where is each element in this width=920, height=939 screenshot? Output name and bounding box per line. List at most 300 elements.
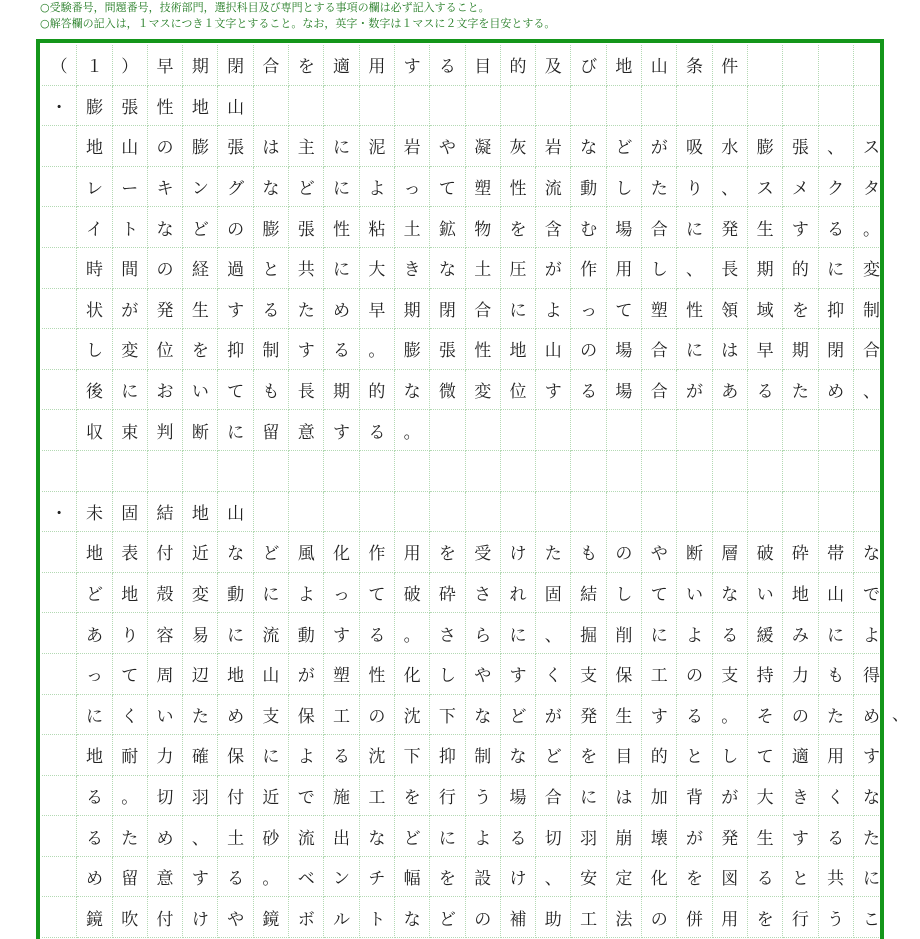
grid-cell: な — [854, 532, 884, 573]
grid-cell: っ — [395, 167, 430, 208]
grid-cell: に — [854, 857, 884, 898]
grid-cell: て — [360, 573, 395, 614]
grid-cell — [748, 410, 783, 451]
grid-cell: 固 — [113, 492, 148, 533]
grid-cell: に — [324, 167, 359, 208]
grid-cell: る — [254, 289, 289, 330]
grid-cell: 下 — [430, 695, 465, 736]
grid-cell: な — [218, 532, 253, 573]
grid-cell: め — [218, 695, 253, 736]
grid-cell: 得 — [854, 654, 884, 695]
grid-cell: 地 — [77, 126, 112, 167]
grid-cell: 意 — [289, 410, 324, 451]
grid-cell — [42, 735, 77, 776]
grid-cell: 抑 — [218, 329, 253, 370]
grid-cell: 図 — [713, 857, 748, 898]
grid-cell — [501, 410, 536, 451]
grid-cell: 塑 — [324, 654, 359, 695]
grid-cell: よ — [536, 289, 571, 330]
grid-cell: す — [183, 857, 218, 898]
grid-cell: 生 — [748, 207, 783, 248]
grid-cell: 支 — [254, 695, 289, 736]
grid-cell: あ — [77, 613, 112, 654]
grid-cell — [783, 410, 818, 451]
grid-cell — [42, 167, 77, 208]
grid-cell: 生 — [607, 695, 642, 736]
grid-cell: 砂 — [254, 816, 289, 857]
grid-cell: 切 — [536, 816, 571, 857]
grid-cell: 切 — [148, 776, 183, 817]
grid-cell: 化 — [324, 532, 359, 573]
answer-sheet — [36, 39, 884, 939]
grid-cell — [395, 86, 430, 127]
grid-cell: ン — [324, 857, 359, 898]
grid-cell: 行 — [430, 776, 465, 817]
grid-cell: 判 — [148, 410, 183, 451]
grid-cell: 幅 — [395, 857, 430, 898]
grid-cell: タ — [854, 167, 884, 208]
grid-cell: く — [819, 776, 854, 817]
grid-cell: 風 — [289, 532, 324, 573]
grid-cell: 緩 — [748, 613, 783, 654]
grid-cell: 意 — [148, 857, 183, 898]
grid-cell — [501, 451, 536, 492]
grid-cell: ・ — [42, 86, 77, 127]
grid-cell: 地 — [113, 573, 148, 614]
grid-cell: る — [430, 45, 465, 86]
grid-cell: 期 — [324, 370, 359, 411]
grid-cell — [42, 573, 77, 614]
grid-cell — [501, 86, 536, 127]
grid-cell: う — [466, 776, 501, 817]
grid-cell: 補 — [501, 897, 536, 938]
answer-grid[interactable] — [42, 45, 884, 938]
grid-cell — [501, 492, 536, 533]
grid-cell: る — [360, 613, 395, 654]
grid-cell: 流 — [254, 613, 289, 654]
grid-cell: 合 — [642, 370, 677, 411]
grid-cell: 山 — [642, 45, 677, 86]
grid-cell: も — [819, 654, 854, 695]
grid-cell: 地 — [607, 45, 642, 86]
grid-cell: 付 — [148, 897, 183, 938]
grid-cell: ど — [395, 816, 430, 857]
grid-cell: 砕 — [783, 532, 818, 573]
grid-cell: 、 — [854, 370, 884, 411]
grid-cell: ト — [113, 207, 148, 248]
grid-cell: 易 — [183, 613, 218, 654]
grid-cell: な — [395, 897, 430, 938]
grid-cell — [607, 451, 642, 492]
grid-cell: る — [571, 370, 606, 411]
grid-cell: 抑 — [819, 289, 854, 330]
grid-cell: 早 — [360, 289, 395, 330]
grid-cell: る — [819, 816, 854, 857]
grid-cell: あ — [713, 370, 748, 411]
grid-cell: に — [501, 613, 536, 654]
grid-cell: よ — [466, 816, 501, 857]
grid-cell: 用 — [713, 897, 748, 938]
grid-cell — [854, 410, 884, 451]
grid-cell: の — [466, 897, 501, 938]
grid-cell — [783, 451, 818, 492]
grid-cell: 制 — [466, 735, 501, 776]
grid-cell: 、 — [677, 248, 712, 289]
grid-cell — [42, 613, 77, 654]
grid-cell: 場 — [607, 207, 642, 248]
grid-cell: 支 — [713, 654, 748, 695]
grid-cell: め — [819, 370, 854, 411]
grid-cell: 性 — [360, 654, 395, 695]
grid-cell — [854, 492, 884, 533]
grid-cell: す — [218, 289, 253, 330]
grid-cell: の — [677, 654, 712, 695]
grid-cell: 設 — [466, 857, 501, 898]
grid-cell — [77, 451, 112, 492]
grid-cell: 山 — [536, 329, 571, 370]
grid-cell: 目 — [607, 735, 642, 776]
grid-cell: 削 — [607, 613, 642, 654]
grid-cell: キ — [148, 167, 183, 208]
grid-cell: 地 — [218, 654, 253, 695]
grid-cell: 付 — [218, 776, 253, 817]
grid-cell — [360, 86, 395, 127]
grid-cell: が — [536, 248, 571, 289]
grid-cell: 膨 — [748, 126, 783, 167]
grid-cell: 加 — [642, 776, 677, 817]
grid-cell — [42, 532, 77, 573]
grid-cell — [218, 451, 253, 492]
grid-cell: 山 — [254, 654, 289, 695]
grid-cell: 圧 — [501, 248, 536, 289]
grid-cell: に — [218, 613, 253, 654]
grid-cell: ど — [501, 695, 536, 736]
grid-cell: ） — [113, 45, 148, 86]
grid-cell: な — [713, 573, 748, 614]
grid-cell — [748, 451, 783, 492]
overflow-character: 、 — [892, 705, 909, 725]
grid-cell: め — [77, 857, 112, 898]
grid-cell: 位 — [148, 329, 183, 370]
grid-cell — [254, 451, 289, 492]
grid-cell: っ — [77, 654, 112, 695]
grid-cell — [819, 86, 854, 127]
grid-cell: 付 — [148, 532, 183, 573]
grid-cell: 保 — [607, 654, 642, 695]
grid-cell: 長 — [713, 248, 748, 289]
grid-cell — [324, 86, 359, 127]
grid-cell: 場 — [501, 776, 536, 817]
grid-cell: 沈 — [360, 735, 395, 776]
grid-cell: ど — [430, 897, 465, 938]
grid-cell — [748, 492, 783, 533]
grid-cell — [42, 329, 77, 370]
grid-cell: 掘 — [571, 613, 606, 654]
grid-cell: ベ — [289, 857, 324, 898]
grid-cell: ・ — [42, 492, 77, 533]
grid-cell: 閉 — [218, 45, 253, 86]
grid-cell: 沈 — [395, 695, 430, 736]
grid-cell: や — [430, 126, 465, 167]
grid-cell: 収 — [77, 410, 112, 451]
grid-cell: 吹 — [113, 897, 148, 938]
grid-cell: 場 — [607, 370, 642, 411]
instruction-line-1: ○受験番号，問題番号，技術部門，選択科目及び専門とする事項の欄は必ず記入すること。 — [40, 1, 490, 14]
grid-cell: ど — [254, 532, 289, 573]
grid-cell: ン — [183, 167, 218, 208]
grid-cell: で — [854, 573, 884, 614]
grid-cell: 支 — [571, 654, 606, 695]
grid-cell: 水 — [713, 126, 748, 167]
grid-cell: 性 — [677, 289, 712, 330]
grid-cell: を — [501, 207, 536, 248]
grid-cell: 変 — [854, 248, 884, 289]
grid-cell: 結 — [571, 573, 606, 614]
grid-cell: 束 — [113, 410, 148, 451]
grid-cell: ど — [536, 735, 571, 776]
grid-cell: 。 — [713, 695, 748, 736]
grid-cell: 大 — [748, 776, 783, 817]
grid-cell: 土 — [395, 207, 430, 248]
grid-cell: や — [642, 532, 677, 573]
grid-cell: い — [183, 370, 218, 411]
grid-cell: に — [324, 126, 359, 167]
grid-cell — [642, 410, 677, 451]
grid-cell: 主 — [289, 126, 324, 167]
grid-cell: 近 — [183, 532, 218, 573]
grid-cell: 山 — [218, 86, 253, 127]
grid-cell: 用 — [360, 45, 395, 86]
grid-cell: て — [113, 654, 148, 695]
grid-cell: 抑 — [430, 735, 465, 776]
grid-cell — [466, 492, 501, 533]
grid-cell: ト — [360, 897, 395, 938]
grid-cell: く — [536, 654, 571, 695]
grid-cell: 。 — [360, 329, 395, 370]
grid-cell: 鉱 — [430, 207, 465, 248]
grid-cell: っ — [571, 289, 606, 330]
grid-cell — [466, 451, 501, 492]
grid-cell: が — [677, 816, 712, 857]
grid-cell — [819, 492, 854, 533]
grid-cell: 期 — [395, 289, 430, 330]
grid-cell — [854, 451, 884, 492]
grid-cell: 結 — [148, 492, 183, 533]
grid-cell: 留 — [254, 410, 289, 451]
grid-cell: て — [607, 289, 642, 330]
grid-cell: り — [113, 613, 148, 654]
grid-cell — [783, 86, 818, 127]
grid-cell: い — [748, 573, 783, 614]
grid-cell: 合 — [642, 207, 677, 248]
grid-cell: 用 — [607, 248, 642, 289]
grid-cell: す — [783, 816, 818, 857]
grid-cell: 動 — [218, 573, 253, 614]
grid-cell — [466, 86, 501, 127]
grid-cell — [254, 492, 289, 533]
grid-cell: り — [677, 167, 712, 208]
grid-cell — [713, 451, 748, 492]
grid-cell: 閉 — [430, 289, 465, 330]
grid-cell: 崩 — [607, 816, 642, 857]
grid-cell: そ — [748, 695, 783, 736]
grid-cell: 、 — [536, 613, 571, 654]
grid-cell: ル — [324, 897, 359, 938]
grid-cell: を — [677, 857, 712, 898]
grid-cell: 地 — [77, 532, 112, 573]
grid-cell: 性 — [324, 207, 359, 248]
grid-cell — [430, 451, 465, 492]
grid-cell: 目 — [466, 45, 501, 86]
grid-cell: 留 — [113, 857, 148, 898]
grid-cell: 岩 — [395, 126, 430, 167]
grid-cell — [748, 45, 783, 86]
grid-cell: な — [395, 370, 430, 411]
grid-cell: よ — [360, 167, 395, 208]
grid-cell: る — [360, 410, 395, 451]
grid-cell: る — [324, 735, 359, 776]
grid-cell: に — [501, 289, 536, 330]
grid-cell: 張 — [289, 207, 324, 248]
grid-cell: １ — [77, 45, 112, 86]
grid-cell: た — [783, 370, 818, 411]
grid-cell: 力 — [148, 735, 183, 776]
grid-cell: る — [748, 857, 783, 898]
grid-cell: ど — [607, 126, 642, 167]
grid-cell: を — [430, 532, 465, 573]
grid-cell: す — [536, 370, 571, 411]
grid-cell: 用 — [395, 532, 430, 573]
grid-cell: 受 — [466, 532, 501, 573]
grid-cell: 出 — [324, 816, 359, 857]
grid-cell: て — [218, 370, 253, 411]
grid-cell: が — [677, 370, 712, 411]
grid-cell: に — [819, 248, 854, 289]
grid-cell: け — [183, 897, 218, 938]
grid-cell: た — [819, 695, 854, 736]
grid-cell: さ — [430, 613, 465, 654]
grid-cell: 的 — [360, 370, 395, 411]
grid-cell: 及 — [536, 45, 571, 86]
grid-cell: 作 — [571, 248, 606, 289]
grid-cell: を — [430, 857, 465, 898]
grid-cell: 的 — [501, 45, 536, 86]
grid-cell: 的 — [783, 248, 818, 289]
grid-cell: す — [395, 45, 430, 86]
grid-cell — [42, 289, 77, 330]
grid-cell: を — [783, 289, 818, 330]
grid-cell: 。 — [395, 613, 430, 654]
grid-cell — [819, 451, 854, 492]
grid-cell: 持 — [748, 654, 783, 695]
grid-cell: る — [77, 816, 112, 857]
grid-cell: 塑 — [642, 289, 677, 330]
grid-cell: す — [324, 410, 359, 451]
grid-cell: 断 — [677, 532, 712, 573]
grid-cell: る — [713, 613, 748, 654]
grid-cell: 。 — [395, 410, 430, 451]
grid-cell: 生 — [183, 289, 218, 330]
grid-cell — [42, 654, 77, 695]
grid-cell: に — [254, 735, 289, 776]
grid-cell — [571, 86, 606, 127]
grid-cell: 膨 — [183, 126, 218, 167]
grid-cell: 性 — [466, 329, 501, 370]
grid-cell: が — [713, 776, 748, 817]
grid-cell — [183, 451, 218, 492]
grid-cell — [748, 86, 783, 127]
grid-cell — [536, 410, 571, 451]
grid-cell: 表 — [113, 532, 148, 573]
grid-cell: 過 — [218, 248, 253, 289]
grid-cell: 共 — [289, 248, 324, 289]
grid-cell: よ — [289, 735, 324, 776]
grid-cell — [819, 410, 854, 451]
grid-cell: 土 — [466, 248, 501, 289]
grid-cell: ボ — [289, 897, 324, 938]
grid-cell: 近 — [254, 776, 289, 817]
grid-cell: む — [571, 207, 606, 248]
grid-cell: 合 — [466, 289, 501, 330]
grid-cell: 固 — [536, 573, 571, 614]
grid-cell: 物 — [466, 207, 501, 248]
grid-cell: に — [113, 370, 148, 411]
grid-cell: ど — [183, 207, 218, 248]
grid-cell: 粘 — [360, 207, 395, 248]
grid-cell: を — [748, 897, 783, 938]
grid-cell — [536, 451, 571, 492]
grid-cell: 助 — [536, 897, 571, 938]
grid-cell — [42, 410, 77, 451]
grid-cell: し — [607, 167, 642, 208]
grid-cell: 塑 — [466, 167, 501, 208]
grid-cell: の — [148, 248, 183, 289]
grid-cell: 域 — [748, 289, 783, 330]
grid-cell: に — [430, 816, 465, 857]
grid-cell: 合 — [642, 329, 677, 370]
grid-cell: 法 — [607, 897, 642, 938]
grid-cell: 合 — [536, 776, 571, 817]
grid-cell: す — [501, 654, 536, 695]
grid-cell — [395, 451, 430, 492]
grid-cell — [536, 86, 571, 127]
grid-cell: 共 — [819, 857, 854, 898]
grid-cell: 早 — [148, 45, 183, 86]
grid-cell: 的 — [642, 735, 677, 776]
grid-cell: 張 — [783, 126, 818, 167]
grid-cell: が — [289, 654, 324, 695]
grid-cell — [113, 451, 148, 492]
grid-cell: も — [254, 370, 289, 411]
grid-cell: レ — [77, 167, 112, 208]
grid-cell: き — [395, 248, 430, 289]
grid-cell: 、 — [536, 857, 571, 898]
grid-cell — [430, 86, 465, 127]
grid-cell: の — [783, 695, 818, 736]
grid-cell: に — [677, 329, 712, 370]
grid-cell: 間 — [113, 248, 148, 289]
grid-cell: ど — [77, 573, 112, 614]
grid-cell: は — [254, 126, 289, 167]
grid-cell: 含 — [536, 207, 571, 248]
grid-cell: 破 — [395, 573, 430, 614]
grid-cell: し — [77, 329, 112, 370]
grid-cell: 保 — [289, 695, 324, 736]
grid-cell: 力 — [783, 654, 818, 695]
grid-cell: 鏡 — [77, 897, 112, 938]
grid-cell: 生 — [748, 816, 783, 857]
grid-cell: 流 — [289, 816, 324, 857]
